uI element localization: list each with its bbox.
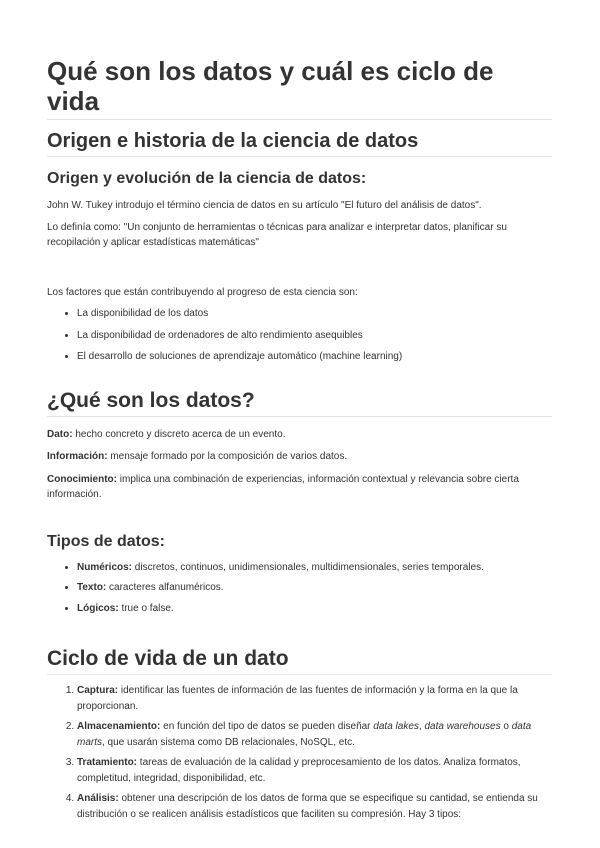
lifecycle-list (47, 683, 552, 822)
step-text: o (500, 721, 512, 732)
definition-text: mensaje formado por la composición de varios datos. (107, 451, 348, 462)
step-text: , que usarán sistema como DB relacionales, NoSQL, etc. (102, 736, 355, 748)
type-term: Texto: (77, 582, 107, 593)
definition-conocimiento (47, 472, 552, 503)
definition-informacion (47, 449, 552, 465)
type-text: discretos, continuos, unidimensionales, multidimensionales, series temporales. (132, 561, 484, 573)
list-item: • La disponibilidad de ordenadores de alto rendimiento asequibles (77, 328, 552, 344)
definition-dato (47, 427, 552, 443)
definition-term: Información: (47, 451, 108, 462)
list-item: • La disponibilidad de los datos (77, 306, 552, 322)
list-item (77, 580, 552, 596)
origin-paragraph-2: Lo definía como: "Un conjunto de herramientas o técnicas para analizar e interpretar datos, planificar su recopilación y aplicar estadísticas matemáticas" (47, 221, 507, 248)
step-italic: data warehouses (424, 721, 501, 732)
list-item (77, 560, 552, 576)
step-term: Almacenamiento: (77, 721, 161, 732)
step-text: , (418, 721, 425, 732)
step-term: Tratamiento: (77, 757, 138, 768)
step-term: Análisis: (77, 793, 119, 804)
list-item (77, 791, 552, 822)
lifecycle-heading: Ciclo de vida de un dato (47, 647, 552, 675)
origin-paragraph-1: John W. Tukey introdujo el término ciencia de datos en su artículo "El futuro del análisis de datos". (47, 200, 482, 211)
list-item (77, 755, 552, 786)
origin-paragraph-3: Los factores que están contribuyendo al progreso de esta ciencia son: (47, 286, 358, 298)
step-text: identificar las fuentes de información de las fuentes de información y la forma en la que la proporcionan. (77, 685, 518, 712)
types-heading: Tipos de datos: (47, 532, 165, 550)
list-item (77, 719, 552, 750)
definition-term: Conocimiento: (47, 473, 117, 485)
step-text: en función del tipo de datos se pueden diseñar (160, 721, 374, 732)
definition-text: implica una combinación de experiencias, información contextual y relevancia sobre cierta información. (47, 473, 519, 500)
definition-text: hecho concreto y discreto acerca de un evento. (72, 428, 286, 440)
type-term: Lógicos: (77, 602, 119, 614)
step-italic: data marts (77, 721, 532, 748)
list-item: • El desarrollo de soluciones de aprendizaje automático (machine learning) (77, 349, 552, 365)
list-item (77, 601, 552, 617)
list-item (77, 683, 552, 714)
factors-list (47, 306, 552, 365)
page-title: Qué son los datos y cuál es ciclo de vida (47, 56, 552, 120)
type-text: caracteres alfanuméricos. (106, 582, 224, 593)
definition-term: Dato: (47, 428, 73, 440)
type-term: Numéricos: (77, 561, 133, 573)
types-list (47, 560, 552, 617)
type-text: true o false. (118, 602, 174, 614)
origin-subheading: Origen y evolución de la ciencia de datos: (47, 170, 367, 187)
origin-heading: Origen e historia de la ciencia de datos (47, 129, 552, 157)
step-text: obtener una descripción de los datos de forma que se especifique su cantidad, se entienda su distribución o se realicen análisis estadísticos que faciliten su compresión. Hay 3 tipos: (77, 793, 538, 820)
step-text: tareas de evaluación de la calidad y preprocesamiento de los datos. Analiza formatos, completitud, integridad, disponibilidad, etc. (77, 757, 521, 784)
step-term: Captura: (77, 685, 119, 696)
what-heading: ¿Qué son los datos? (47, 389, 552, 417)
step-italic: data lakes (373, 721, 419, 732)
